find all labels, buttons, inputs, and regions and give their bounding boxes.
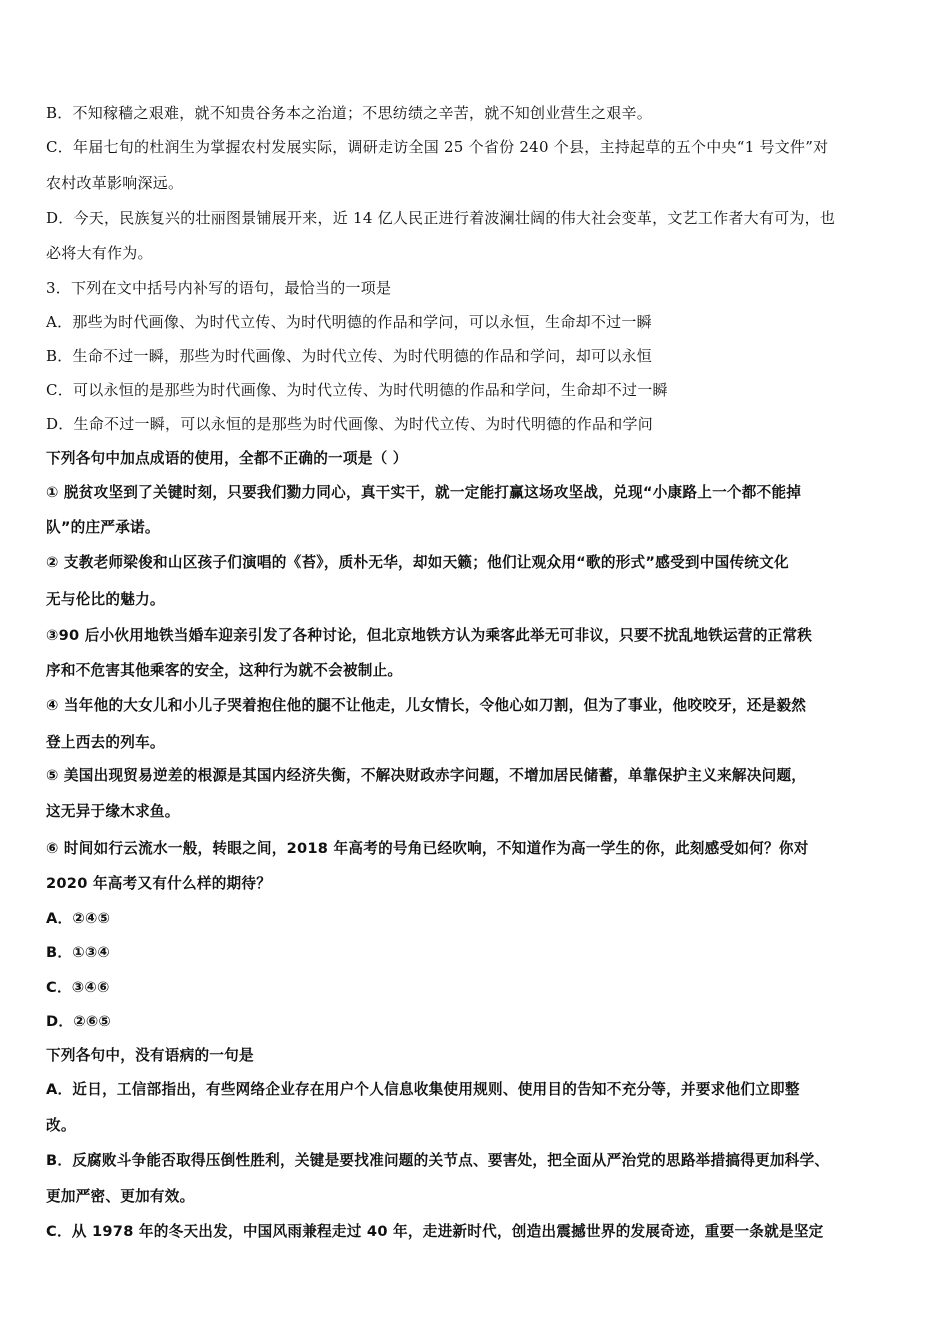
sentence-1-line-2: 队”的庄严承诺。 <box>46 519 160 536</box>
idiom-question-stem: 下列各句中加点成语的使用，全都不正确的一项是（ ） <box>46 450 408 467</box>
q3-option-a: A．那些为时代画像、为时代立传、为时代明德的作品和学问，可以永恒，生命却不过一瞬 <box>46 313 652 331</box>
grammar-option-a-line-1: A．近日，工信部指出，有些网络企业存在用户个人信息收集使用规则、使用目的告知不充分等，并要求他们立即整 <box>46 1081 800 1098</box>
q3-option-c: C．可以永恒的是那些为时代画像、为时代立传、为时代明德的作品和学问，生命却不过一瞬 <box>46 381 668 399</box>
grammar-option-c-line-1: C．从 1978 年的冬天出发，中国风雨兼程走过 40 年，走进新时代，创造出震撼世界的发展奇迹，重要一条就是坚定 <box>46 1223 824 1240</box>
option-c-line-2: 农村改革影响深远。 <box>46 174 184 192</box>
sentence-2-line-2: 无与伦比的魅力。 <box>46 591 165 608</box>
grammar-option-b-line-1: B．反腐败斗争能否取得压倒性胜利，关键是要找准问题的关节点、要害处，把全面从严治党的思路举措搞得更加科学、 <box>46 1152 830 1169</box>
sentence-3-line-1: ③90 后小伙用地铁当婚车迎亲引发了各种讨论，但北京地铁方认为乘客此举无可非议，只要不扰乱地铁运营的正常秩 <box>46 627 813 644</box>
q3-option-b: B．生命不过一瞬，那些为时代画像、为时代立传、为时代明德的作品和学问，却可以永恒 <box>46 347 653 365</box>
idiom-option-c: C．③④⑥ <box>46 979 110 996</box>
sentence-5-line-2: 这无异于缘木求鱼。 <box>46 803 180 820</box>
idiom-option-d: D．②⑥⑤ <box>46 1013 112 1030</box>
sentence-2-line-1: ② 支教老师梁俊和山区孩子们演唱的《苔》，质朴无华，却如天籁；他们让观众用“歌的形式”感受到中国传统文化 <box>46 554 789 571</box>
option-c-line-1: C．年届七旬的杜润生为掌握农村发展实际，调研走访全国 25 个省份 240 个县，主持起草的五个中央“1 号文件”对 <box>46 138 829 156</box>
sentence-4-line-1: ④ 当年他的大女儿和小儿子哭着抱住他的腿不让他走，儿女情长，令他心如刀割，但为了事业，他咬咬牙，还是毅然 <box>46 697 807 714</box>
grammar-option-b-line-2: 更加严密、更加有效。 <box>46 1188 195 1205</box>
idiom-option-b: B．①③④ <box>46 944 111 961</box>
sentence-3-line-2: 序和不危害其他乘客的安全，这种行为就不会被制止。 <box>46 662 403 679</box>
sentence-5-line-1: ⑤ 美国出现贸易逆差的根源是其国内经济失衡，不解决财政赤字问题，不增加居民储蓄，单靠保护主义来解决问题， <box>46 767 807 784</box>
option-b-line: B．不知稼穑之艰难，就不知贵谷务本之治道；不思纺绩之辛苦，就不知创业营生之艰辛。 <box>46 104 653 122</box>
grammar-question-stem: 下列各句中，没有语病的一句是 <box>46 1047 254 1064</box>
question-3-stem: 3．下列在文中括号内补写的语句，最恰当的一项是 <box>46 279 392 297</box>
sentence-1-line-1: ① 脱贫攻坚到了关键时刻，只要我们勠力同心，真干实干，就一定能打赢这场攻坚战，兑现“小康路上一个都不能掉 <box>46 484 802 501</box>
option-d-line-2: 必将大有作为。 <box>46 244 153 262</box>
sentence-4-line-2: 登上西去的列车。 <box>46 734 165 751</box>
q3-option-d: D．生命不过一瞬，可以永恒的是那些为时代画像、为时代立传、为时代明德的作品和学问 <box>46 415 654 433</box>
sentence-6-line-1: ⑥ 时间如行云流水一般，转眼之间，2018 年高考的号角已经吹响，不知道作为高一学生的你，此刻感受如何？你对 <box>46 840 809 857</box>
option-d-line-1: D．今天，民族复兴的壮丽图景铺展开来，近 14 亿人民正进行着波澜壮阔的伟大社会变革，文艺工作者大有可为，也 <box>46 209 836 227</box>
grammar-option-a-line-2: 改。 <box>46 1117 76 1134</box>
sentence-6-line-2: 2020 年高考又有什么样的期待？ <box>46 875 272 892</box>
idiom-option-a: A．②④⑤ <box>46 910 111 927</box>
